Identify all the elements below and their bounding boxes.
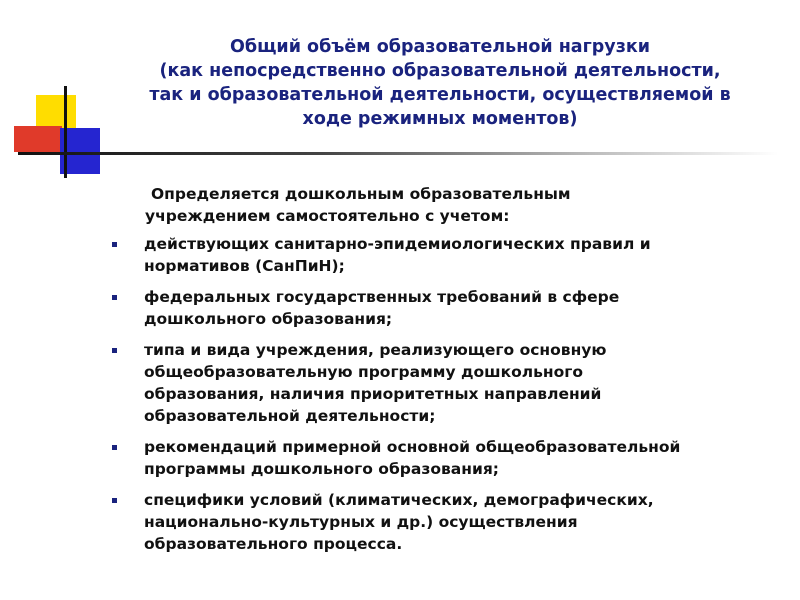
bullet-line: нормативов (СанПиН); — [144, 257, 345, 275]
bullet-square-icon — [112, 242, 117, 247]
bullet-line: образования, наличия приоритетных направлений — [144, 385, 602, 403]
bullet-item — [106, 436, 782, 480]
bullet-line: специфики условий (климатических, демографических, — [144, 491, 654, 509]
bullet-item — [106, 489, 782, 555]
bullet-square-icon — [112, 498, 117, 503]
bullet-list — [106, 233, 782, 564]
bullet-line: федеральных государственных требований в сфере — [144, 288, 620, 306]
decor-red-rectangle — [14, 126, 62, 152]
bullet-line: типа и вида учреждения, реализующего основную — [144, 341, 607, 359]
bullet-line: программы дошкольного образования; — [144, 460, 499, 478]
bullet-line: образовательного процесса. — [144, 535, 403, 553]
bullet-square-icon — [112, 445, 117, 450]
title-line: так и образовательной деятельности, осуществляемой в — [149, 85, 731, 105]
title-line: (как непосредственно образовательной деятельности, — [159, 61, 721, 81]
intro-line: учреждением самостоятельно с учетом: — [145, 207, 510, 225]
bullet-line: образовательной деятельности; — [144, 407, 436, 425]
title-line: Общий объём образовательной нагрузки — [229, 37, 651, 57]
bullet-square-icon — [112, 295, 117, 300]
bullet-line: общеобразовательную программу дошкольного — [144, 363, 583, 381]
slide-title — [100, 35, 780, 131]
bullet-line: рекомендаций примерной основной общеобразовательной — [144, 438, 681, 456]
intro-paragraph — [145, 183, 765, 227]
bullet-item — [106, 233, 782, 277]
bullet-square-icon — [112, 348, 117, 353]
bullet-item — [106, 339, 782, 427]
title-line: ходе режимных моментов) — [302, 109, 578, 129]
bullet-line: действующих санитарно-эпидемиологических правил и — [144, 235, 651, 253]
decor-vertical-line — [64, 86, 67, 178]
decor-horizontal-line — [18, 152, 778, 155]
intro-line: Определяется дошкольным образовательным — [151, 185, 571, 203]
bullet-line: национально-культурных и др.) осуществления — [144, 513, 578, 531]
bullet-item — [106, 286, 782, 330]
bullet-line: дошкольного образования; — [144, 310, 393, 328]
